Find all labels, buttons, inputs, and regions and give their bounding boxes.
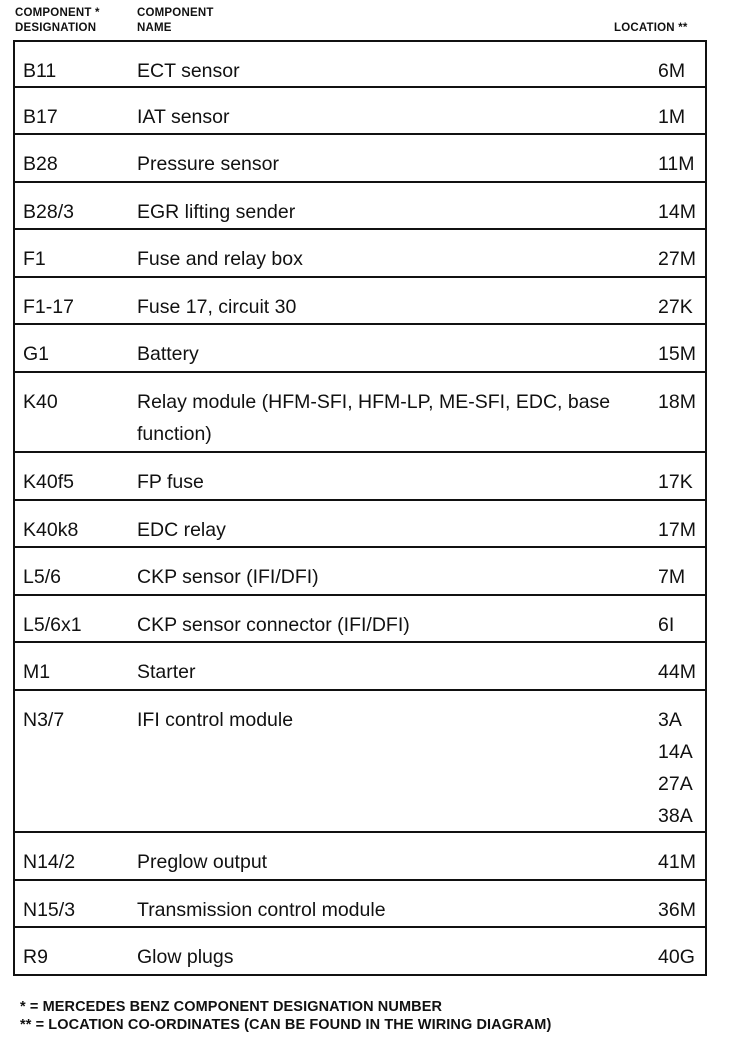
component-name: CKP sensor connector (IFI/DFI) [137,614,410,636]
component-designation: B28/3 [23,201,74,223]
table-row [13,643,707,691]
component-location [658,656,702,688]
table-row [13,40,707,88]
component-location [658,101,702,133]
component-designation: K40f5 [23,471,74,493]
location-coordinate: 27A [658,773,693,795]
location-coordinate: 17K [658,471,693,493]
component-location [658,291,702,323]
component-designation: M1 [23,661,51,683]
location-coordinate: 11M [658,153,695,175]
component-name: ECT sensor [137,60,240,82]
table-row [13,230,707,278]
component-name: Battery [137,343,199,365]
location-coordinate: 41M [658,851,696,873]
component-designation: L5/6x1 [23,614,82,636]
location-coordinate: 18M [658,391,696,413]
component-location [658,609,702,641]
location-coordinate: 44M [658,661,696,683]
component-designation: B11 [23,60,57,82]
component-name: Fuse 17, circuit 30 [137,296,297,318]
location-coordinate: 14A [658,741,693,763]
component-location [658,846,702,878]
table-row [13,596,707,643]
component-designation: N14/2 [23,851,76,873]
location-coordinate: 27M [658,248,696,270]
component-name: Starter [137,661,196,683]
component-location [658,466,702,498]
component-name: Pressure sensor [137,153,279,175]
component-designation: G1 [23,343,50,365]
component-name: IAT sensor [137,106,230,128]
component-name: FP fuse [137,471,204,493]
table-row [13,548,707,596]
location-coordinate: 1M [658,106,686,128]
location-coordinate: 3A [658,709,682,731]
table-row [13,501,707,548]
table-row [13,833,707,881]
component-table [13,40,707,976]
component-location [658,941,702,973]
footnote-location: ** = LOCATION CO-ORDINATES (CAN BE FOUND IN THE WIRING DIAGRAM) [20,1017,552,1033]
location-coordinate: 17M [658,519,696,541]
location-coordinate: 27K [658,296,693,318]
component-location [658,55,702,87]
component-location [658,561,702,593]
component-name: EGR lifting sender [137,201,296,223]
location-coordinate: 38A [658,805,693,827]
component-location [658,514,702,546]
component-designation: B17 [23,106,58,128]
table-row [13,691,707,833]
table-row [13,88,707,135]
table-row [13,135,707,183]
component-name: IFI control module [137,709,294,731]
component-location [658,338,702,370]
table-row [13,881,707,928]
table-row [13,278,707,325]
component-name: CKP sensor (IFI/DFI) [137,566,319,588]
location-coordinate: 15M [658,343,696,365]
component-name: Fuse and relay box [137,248,303,270]
table-row [13,325,707,373]
component-designation: R9 [23,946,48,968]
component-name: Relay module (HFM-SFI, HFM-LP, ME-SFI, EDC, base function) [137,391,611,445]
component-name: Preglow output [137,851,268,873]
component-designation: N15/3 [23,899,76,921]
table-row [13,453,707,501]
component-location [658,704,702,832]
designation-column-header: COMPONENT * DESIGNATION [15,7,100,34]
component-name: Transmission control module [137,899,386,921]
location-coordinate: 36M [658,899,696,921]
component-location [658,243,702,275]
component-name: Glow plugs [137,946,234,968]
location-coordinate: 6I [658,614,675,636]
component-designation: L5/6 [23,566,61,588]
component-location [658,148,702,180]
component-location [658,894,702,926]
table-row [13,183,707,230]
footnote-designation: * = MERCEDES BENZ COMPONENT DESIGNATION NUMBER [20,999,443,1015]
location-coordinate: 7M [658,566,686,588]
component-designation: F1 [23,248,46,270]
component-designation: F1-17 [23,296,74,318]
location-coordinate: 6M [658,60,686,82]
location-coordinate: 40G [658,946,695,968]
location-column-header: LOCATION ** [614,22,688,34]
component-designation: N3/7 [23,709,65,731]
component-designation: K40k8 [23,519,79,541]
component-location [658,386,702,418]
name-column-header: COMPONENT NAME [137,7,214,34]
component-location [658,196,702,228]
table-row [13,928,707,976]
location-coordinate: 14M [658,201,696,223]
component-name: EDC relay [137,519,226,541]
component-designation: B28 [23,153,58,175]
table-row [13,373,707,453]
component-designation: K40 [23,391,58,413]
